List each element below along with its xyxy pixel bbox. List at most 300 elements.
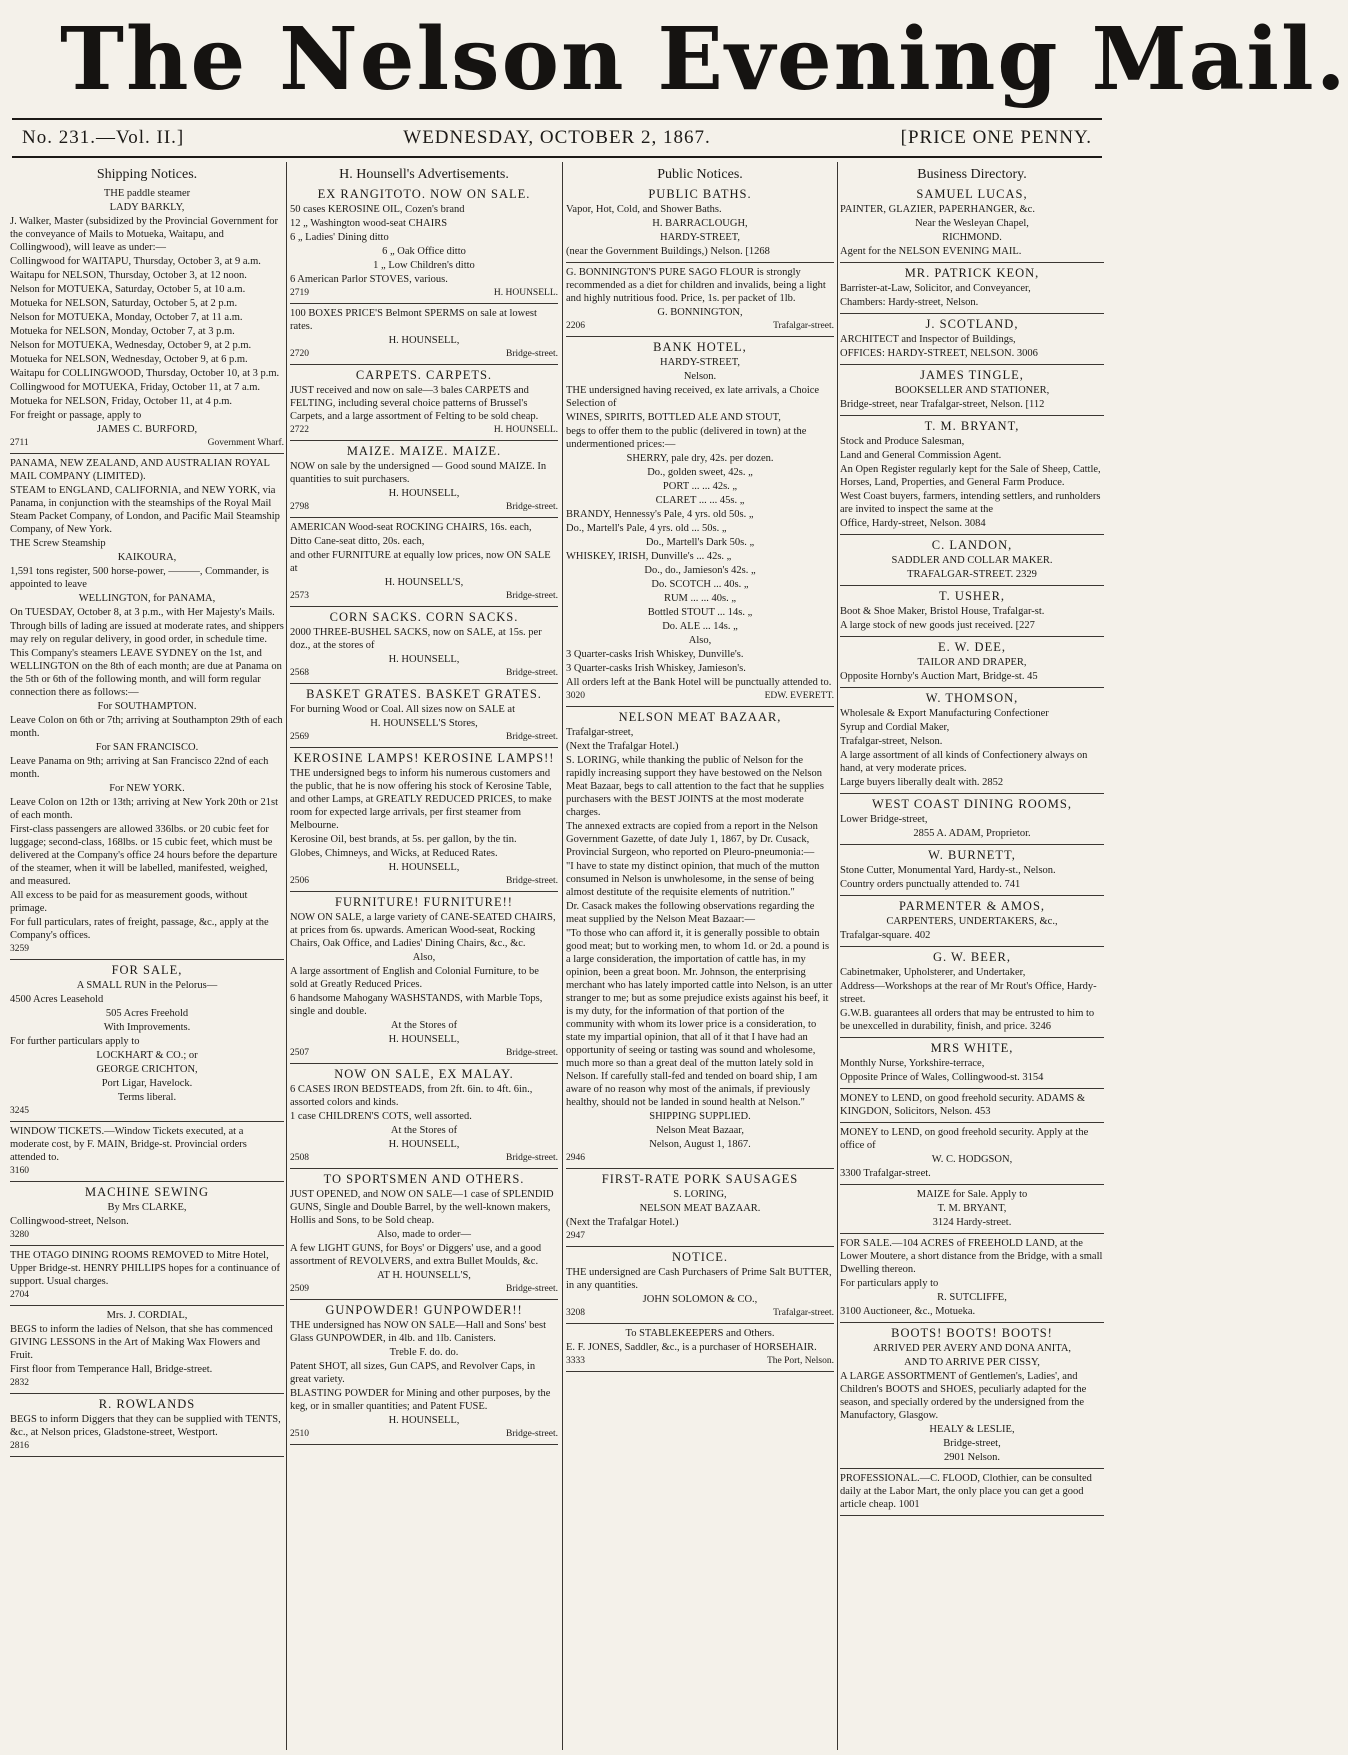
ad-number: 2569 [290, 732, 309, 742]
ad-line: THE Screw Steamship [10, 538, 106, 549]
ad-number: 3259 [10, 944, 29, 954]
ad-signature: Bridge-street. [506, 668, 558, 678]
ad-line: A SMALL RUN in the Pelorus— [76, 980, 218, 991]
masthead-title: The Nelson Evening Mail. [60, 9, 1348, 110]
ad-line: 3 Quarter-casks Irish Whiskey, Jamieson's. [566, 663, 746, 674]
ad-line: H. HOUNSELL, [388, 862, 460, 873]
ad-line: Wholesale & Export Manufacturing Confectioner [840, 708, 1049, 719]
ad-line: For full particulars, rates of freight, passage, &c., apply at the Company's offices. [10, 917, 269, 941]
ad-footer [10, 1289, 284, 1302]
ad-line: STEAM to ENGLAND, CALIFORNIA, and NEW YORK, via Panama, in conjunction with the steamships of the Royal Mail Steam Packet Company, of London, and Pacific Mail Steamship Company, of New York. [10, 485, 280, 535]
ad-line: Motueka for NELSON, Friday, October 11, at 4 p.m. [10, 396, 233, 407]
ad-line: H. HOUNSELL, [388, 335, 460, 346]
ad-number: 3245 [10, 1106, 29, 1116]
column-public-notices [566, 166, 834, 1748]
ad-line: Terms liberal. [117, 1092, 177, 1103]
ad-line: begs to offer them to the public (delivered in town) at the undermentioned prices:— [566, 426, 807, 450]
ad-line: NOW ON SALE, EX MALAY. [334, 1067, 514, 1081]
advertisement [840, 1188, 1104, 1234]
ad-line: All orders left at the Bank Hotel will be punctually attended to. [566, 677, 832, 688]
ad-line: PUBLIC BATHS. [648, 187, 752, 201]
ad-line: Office, Hardy-street, Nelson. 3084 [840, 518, 986, 529]
ad-line: H. HOUNSELL, [388, 1034, 460, 1045]
ad-signature: Trafalgar-street. [773, 321, 834, 331]
ad-line: At the Stores of [390, 1020, 458, 1031]
advertisement [10, 1397, 284, 1457]
ad-line: Opposite Hornby's Auction Mart, Bridge-st. 45 [840, 671, 1038, 682]
ad-line: Motueka for NELSON, Monday, October 7, at 3 p.m. [10, 326, 235, 337]
ad-line: Address—Workshops at the rear of Mr Rout's Office, Hardy-street. [840, 981, 1097, 1005]
ad-line: Nelson. [683, 371, 717, 382]
column-heading: Business Directory. [917, 167, 1027, 182]
ad-line: Mrs. J. CORDIAL, [106, 1310, 188, 1321]
top-rule [12, 118, 1102, 120]
ad-line: Barrister-at-Law, Solicitor, and Conveyancer, [840, 283, 1031, 294]
ad-line: EX RANGITOTO. NOW ON SALE. [317, 187, 531, 201]
ad-line: W. BURNETT, [928, 848, 1016, 862]
ad-line: CARPENTERS, UNDERTAKERS, &c., [886, 916, 1058, 927]
ad-footer [290, 1047, 558, 1060]
ad-line: H. HOUNSELL'S Stores, [370, 718, 478, 729]
ad-line: RICHMOND. [942, 232, 1002, 243]
ad-footer [290, 287, 558, 300]
ad-footer [10, 943, 284, 956]
advertisement [290, 895, 558, 1064]
ad-number: 2568 [290, 668, 309, 678]
ad-line: A few LIGHT GUNS, for Boys' or Diggers' use, and a good assortment of REVOLVERS, and extra Bullet Moulds, &c. [290, 1243, 542, 1267]
advertisement [840, 1126, 1104, 1185]
ad-line: R. SUTCLIFFE, [937, 1292, 1007, 1303]
ad-line: For freight or passage, apply to [10, 410, 142, 421]
ad-line: H. BARRACLOUGH, [652, 218, 748, 229]
ad-line: WEST COAST DINING ROOMS, [872, 797, 1072, 811]
ad-number: 2508 [290, 1153, 309, 1163]
ad-line: Vapor, Hot, Cold, and Shower Baths. [566, 204, 722, 215]
advertisement [840, 797, 1104, 845]
ad-line: Leave Colon on 6th or 7th; arriving at Southampton 29th of each month. [10, 715, 283, 739]
ad-line: Nelson, August 1, 1867. [649, 1139, 751, 1150]
ad-line: JAMES TINGLE, [920, 368, 1024, 382]
ad-line: HARDY-STREET, [659, 357, 740, 368]
column-business-directory [840, 166, 1104, 1748]
ad-line: MR. PATRICK KEON, [904, 266, 1040, 280]
ad-line: Stone Cutter, Monumental Yard, Hardy-st., Nelson. [840, 865, 1056, 876]
ad-line: H. HOUNSELL, [388, 1139, 460, 1150]
advertisement [566, 340, 834, 707]
ad-line: SHIPPING SUPPLIED. [649, 1111, 751, 1122]
ad-number: 2722 [290, 425, 309, 435]
ad-signature: Trafalgar-street. [773, 1308, 834, 1318]
ad-line: Nelson Meat Bazaar, [656, 1125, 744, 1136]
ad-line: (near the Government Buildings,) Nelson. [1268 [566, 246, 770, 257]
ad-line: For burning Wood or Coal. All sizes now on SALE at [290, 704, 515, 715]
ad-footer [290, 348, 558, 361]
ad-signature: Bridge-street. [506, 591, 558, 601]
advertisement [840, 899, 1104, 947]
ad-line: C. LANDON, [931, 538, 1013, 552]
ad-footer [10, 1229, 284, 1242]
ad-line: 3300 Trafalgar-street. [840, 1168, 931, 1179]
ad-line: A LARGE ASSORTMENT of Gentlemen's, Ladies', and Children's BOOTS and SHOES, peculiarly adapted for the season, and specially ordered by the undersigned from the Manufactory, Glasgow. [840, 1371, 1087, 1421]
advertisement [290, 187, 558, 304]
ad-footer [566, 1307, 834, 1320]
ad-line: Agent for the NELSON EVENING MAIL. [840, 246, 1022, 257]
advertisement [290, 444, 558, 518]
ad-signature: Bridge-street. [506, 349, 558, 359]
ad-footer [290, 875, 558, 888]
ad-signature: Bridge-street. [506, 876, 558, 886]
ad-line: THE paddle steamer [103, 188, 191, 199]
ad-line: KEROSINE LAMPS! KEROSINE LAMPS!! [293, 751, 555, 765]
ad-line: Do. ALE ... 14s. „ [662, 621, 738, 632]
ad-number: 2719 [290, 288, 309, 298]
ad-line: Chambers: Hardy-street, Nelson. [840, 297, 979, 308]
ad-number: 2798 [290, 502, 309, 512]
ad-footer [566, 1152, 834, 1165]
ad-line: WHISKEY, IRISH, Dunville's ... 42s. „ [566, 551, 732, 562]
ad-line: NOW ON SALE, a large variety of CANE-SEATED CHAIRS, at prices from 6s. upwards. American Wood-seat, Rocking Chairs, Oak Office, and Ladies' Dining Chairs, &c., &c. [290, 912, 556, 949]
ad-line: W. C. HODGSON, [931, 1154, 1013, 1165]
ad-line: G. W. BEER, [932, 950, 1012, 964]
ad-line: 6 CASES IRON BEDSTEADS, from 2ft. 6in. to 4ft. 6in., assorted colors and kinds. [290, 1084, 533, 1108]
ad-line: Trafalgar-street, Nelson. [840, 736, 943, 747]
ad-line: Near the Wesleyan Chapel, [915, 218, 1029, 229]
ad-line: Stock and Produce Salesman, [840, 436, 965, 447]
ad-number: 2816 [10, 1441, 29, 1451]
ad-line: 505 Acres Freehold [105, 1008, 189, 1019]
advertisement [10, 963, 284, 1122]
advertisement [840, 589, 1104, 637]
ad-line: E. W. DEE, [938, 640, 1006, 654]
advertisement [566, 1172, 834, 1247]
ad-line: Port Ligar, Havelock. [101, 1078, 193, 1089]
ad-number: 2720 [290, 349, 309, 359]
ad-line: THE undersigned having received, ex late arrivals, a Choice Selection of [566, 385, 820, 409]
column-shipping-notices [10, 166, 284, 1748]
ad-line: West Coast buyers, farmers, intending settlers, and runholders are invited to inspect the same at the [840, 491, 1101, 515]
advertisement [840, 187, 1104, 263]
issue-number: No. 231.—Vol. II.] [22, 127, 185, 148]
ad-line: Nelson for MOTUEKA, Saturday, October 5, at 10 a.m. [10, 284, 246, 295]
ad-line: For further particulars apply to [10, 1036, 140, 1047]
advertisement [840, 848, 1104, 896]
ad-line: Bridge-street, near Trafalgar-street, Nelson. [112 [840, 399, 1045, 410]
ad-line: For SOUTHAMPTON. [97, 701, 197, 712]
ad-footer [290, 590, 558, 603]
column-divider [562, 162, 563, 1750]
ad-line: S. LORING, [673, 1189, 727, 1200]
ad-line: THE undersigned has NOW ON SALE—Hall and Sons' best Glass GUNPOWDER, in 4lb. and 1lb. Canisters. [290, 1320, 546, 1344]
ad-line: WINDOW TICKETS.—Window Tickets executed, at a moderate cost, by F. MAIN, Bridge-st. Provincial orders attended to. [10, 1126, 247, 1163]
advertisement [290, 751, 558, 892]
ad-line: Ditto Cane-seat ditto, 20s. each, [290, 536, 425, 547]
ad-line: 6 „ Ladies' Dining ditto [290, 232, 389, 243]
ad-line: Treble F. do. do. [389, 1347, 459, 1358]
ad-line: 3100 Auctioneer, &c., Motueka. [840, 1306, 976, 1317]
ad-line: Do., Martell's Dark 50s. „ [645, 537, 755, 548]
advertisement [290, 1172, 558, 1300]
ad-line: BRANDY, Hennessy's Pale, 4 yrs. old 50s. „ [566, 509, 754, 520]
ad-line: NOTICE. [672, 1250, 728, 1264]
advertisement [290, 307, 558, 365]
ad-line: Leave Panama on 9th; arriving at San Francisco 22nd of each month. [10, 756, 269, 780]
advertisement [566, 710, 834, 1169]
ad-number: 2573 [290, 591, 309, 601]
ad-line: Bridge-street, [943, 1438, 1001, 1449]
ad-line: AMERICAN Wood-seat ROCKING CHAIRS, 16s. each, [290, 522, 532, 533]
advertisement [840, 266, 1104, 314]
ad-signature: Government Wharf. [207, 438, 284, 448]
column-heading: H. Hounsell's Advertisements. [339, 167, 509, 182]
ad-line: Do., Martell's Pale, 4 yrs. old ... 50s. „ [566, 523, 727, 534]
ad-line: H. HOUNSELL, [388, 488, 460, 499]
ad-line: With Improvements. [103, 1022, 191, 1033]
ad-line: FOR SALE.—104 ACRES of FREEHOLD LAND, at the Lower Moutere, a short distance from the Bridge, with a small Dwelling thereon. [840, 1238, 1103, 1275]
ad-line: SAMUEL LUCAS, [916, 187, 1028, 201]
advertisement [840, 691, 1104, 794]
ad-line: "I have to state my distinct opinion, that much of the mutton consumed in Nelson is unwholesome, in the sense of being almost destitute of the requisite elements of nutrition." [566, 861, 820, 898]
ad-line: Opposite Prince of Wales, Collingwood-st. 3154 [840, 1072, 1044, 1083]
ad-line: For particulars apply to [840, 1278, 939, 1289]
ad-line: AT H. HOUNSELL'S, [377, 1270, 471, 1281]
ad-line: T. M. BRYANT, [924, 419, 1020, 433]
ad-line: Leave Colon on 12th or 13th; arriving at New York 20th or 21st of each month. [10, 797, 279, 821]
ad-line: MRS WHITE, [930, 1041, 1014, 1055]
ad-line: GEORGE CRICHTON, [96, 1064, 198, 1075]
ad-signature: Bridge-street. [506, 502, 558, 512]
advertisement [10, 457, 284, 960]
advertisement [840, 368, 1104, 416]
advertisement [840, 950, 1104, 1038]
ad-line: Through bills of lading are issued at moderate rates, and shippers may rely on regular delivery, in good order, in schedule time. [10, 621, 284, 645]
column-heading: Shipping Notices. [96, 167, 198, 182]
ad-number: 2711 [10, 438, 29, 448]
advertisement [840, 538, 1104, 586]
ad-line: HARDY-STREET, [659, 232, 740, 243]
ad-signature: Bridge-street. [506, 1048, 558, 1058]
ad-number: 2947 [566, 1231, 585, 1241]
ad-line: Motueka for NELSON, Saturday, October 5, at 2 p.m. [10, 298, 238, 309]
dateline [22, 126, 1092, 150]
ad-line: An Open Register regularly kept for the Sale of Sheep, Cattle, Horses, Land, Properties, and General Farm Produce. [840, 464, 1101, 488]
column-divider [837, 162, 838, 1750]
column-hounsell-ads [290, 166, 558, 1748]
ad-line: MAIZE. MAIZE. MAIZE. [346, 444, 502, 458]
issue-price: [PRICE ONE PENNY. [900, 127, 1092, 148]
ad-line: and other FURNITURE at equally low prices, now ON SALE at [290, 550, 551, 574]
ad-line: SHERRY, pale dry, 42s. per dozen. [626, 453, 774, 464]
advertisement [10, 1185, 284, 1246]
ad-line: T. M. BRYANT, [937, 1203, 1007, 1214]
advertisement [840, 419, 1104, 535]
ad-line: The annexed extracts are copied from a report in the Nelson Government Gazette, of date July 1, 1867, by Dr. Cusack, Provincial Surgeon, who reported on Pleuro-pneumonia:— [566, 821, 818, 858]
ad-line: JUST received and now on sale—3 bales CARPETS and FELTING, including several choice patterns of Brussel's Carpets, and a large assortment of Felting to be sold cheap. [290, 385, 539, 422]
ad-footer [290, 667, 558, 680]
ad-line: Lower Bridge-street, [840, 814, 928, 825]
ad-line: Collingwood for WAITAPU, Thursday, October 3, at 9 a.m. [10, 256, 261, 267]
ad-line: 1 „ Low Children's ditto [373, 260, 475, 271]
ad-line: CARPETS. CARPETS. [355, 368, 493, 382]
ad-number: 2507 [290, 1048, 309, 1058]
ad-line: On TUESDAY, October 8, at 3 p.m., with Her Majesty's Mails. [10, 607, 275, 618]
ad-line: Syrup and Cordial Maker, [840, 722, 950, 733]
ad-line: NELSON MEAT BAZAAR. [639, 1203, 761, 1214]
ad-line: Waitapu for COLLINGWOOD, Thursday, October 10, at 3 p.m. [10, 368, 280, 379]
ad-footer [10, 1440, 284, 1453]
advertisement [10, 1249, 284, 1306]
ad-line: NOW on sale by the undersigned — Good sound MAIZE. In quantities to suit purchasers. [290, 461, 547, 485]
ad-signature: The Port, Nelson. [766, 1356, 834, 1366]
ad-line: LADY BARKLY, [109, 202, 185, 213]
ad-line: BLASTING POWDER for Mining and other purposes, by the keg, or in smaller quantities; and Patent FUSE. [290, 1388, 551, 1412]
ad-line: 6 American Parlor STOVES, various. [290, 274, 448, 285]
advertisement [290, 687, 558, 748]
advertisement [566, 266, 834, 337]
ad-line: Also, made to order— [377, 1229, 471, 1240]
ad-line: FIRST-RATE PORK SAUSAGES [601, 1172, 799, 1186]
advertisement [290, 1303, 558, 1445]
ad-line: Do., golden sweet, 42s. „ [647, 467, 753, 478]
ad-line: (Next the Trafalgar Hotel.) [566, 741, 679, 752]
ad-line: ARRIVED PER AVERY AND DONA ANITA, [872, 1343, 1072, 1354]
ad-line: First-class passengers are allowed 336lbs. or 20 cubic feet for luggage; second-class, 168lbs. or 15 cubic feet, which must be delivered at the Company's office 24 hours before the departure of the steamer, when it will be labelled, manifested, weighed, and measured. [10, 824, 278, 887]
ad-footer [10, 1105, 284, 1118]
ad-line: BOOKSELLER AND STATIONER, [894, 385, 1050, 396]
ad-line: PORT ... ... 42s. „ [662, 481, 738, 492]
advertisement [10, 1125, 284, 1182]
ad-number: 2509 [290, 1284, 309, 1294]
ad-line: FURNITURE! FURNITURE!! [335, 895, 513, 909]
ad-line: CORN SACKS. CORN SACKS. [329, 610, 519, 624]
ad-line: H. HOUNSELL'S, [384, 577, 464, 588]
ad-signature: Bridge-street. [506, 732, 558, 742]
ad-line: 12 „ Washington wood-seat CHAIRS [290, 218, 448, 229]
ad-line: KAIKOURA, [117, 552, 177, 563]
ad-line: OFFICES: HARDY-STREET, NELSON. 3006 [840, 348, 1038, 359]
advertisement [290, 368, 558, 441]
ad-line: PARMENTER & AMOS, [898, 899, 1046, 913]
ad-line: To STABLEKEEPERS and Others. [625, 1328, 775, 1339]
ad-line: 2000 THREE-BUSHEL SACKS, now on SALE, at 15s. per doz., at the stores of [290, 627, 542, 651]
advertisement [290, 1067, 558, 1169]
ad-line: RUM ... ... 40s. „ [663, 593, 737, 604]
ad-signature: EDW. EVERETT. [764, 691, 834, 701]
ad-line: Country orders punctually attended to. 741 [840, 879, 1021, 890]
ad-line: Bottled STOUT ... 14s. „ [647, 607, 753, 618]
ad-line: MAIZE for Sale. Apply to [916, 1189, 1028, 1200]
ad-number: 2704 [10, 1290, 29, 1300]
ad-line: BANK HOTEL, [653, 340, 747, 354]
ad-number: 3160 [10, 1166, 29, 1176]
ad-line: Large buyers liberally dealt with. 2852 [840, 777, 1004, 788]
ad-line: PROFESSIONAL.—C. FLOOD, Clothier, can be consulted daily at the Labor Mart, the only place you can get a good article cheap. 1001 [840, 1473, 1092, 1510]
ad-line: Trafalgar-square. 402 [840, 930, 931, 941]
ad-number: 2206 [566, 321, 585, 331]
ad-footer [10, 437, 284, 450]
ad-line: Collingwood for MOTUEKA, Friday, October 11, at 7 a.m. [10, 382, 261, 393]
column-divider [286, 162, 287, 1750]
ad-line: JUST OPENED, and NOW ON SALE—1 case of SPLENDID GUNS, Single and Double Barrel, by the well-known makers, Hollis and Sons, to be Sold cheap. [290, 1189, 554, 1226]
ad-line: R. ROWLANDS [98, 1397, 196, 1411]
ad-footer [290, 1283, 558, 1296]
ad-number: 3280 [10, 1230, 29, 1240]
advertisement [840, 317, 1104, 365]
ad-line: Dr. Casack makes the following observations regarding the meat supplied by the Nelson Meat Bazaar:— [566, 901, 815, 925]
ad-line: Patent SHOT, all sizes, Gun CAPS, and Revolver Caps, in great variety. [290, 1361, 536, 1385]
ad-line: 6 handsome Mahogany WASHSTANDS, with Marble Tops, single and double. [290, 993, 543, 1017]
ad-signature: H. HOUNSELL. [493, 288, 558, 298]
ad-footer [566, 690, 834, 703]
ad-line: MONEY to LEND, on good freehold security. ADAMS & KINGDON, Solicitors, Nelson. 453 [840, 1093, 1086, 1117]
ad-line: Motueka for NELSON, Wednesday, October 9, at 6 p.m. [10, 354, 248, 365]
ad-line: E. F. JONES, Saddler, &c., is a purchaser of HORSEHAIR. [566, 1342, 817, 1353]
ad-number: 3020 [566, 691, 585, 701]
ad-line: WINES, SPIRITS, BOTTLED ALE AND STOUT, [566, 412, 781, 423]
ad-number: 2832 [10, 1378, 29, 1388]
advertisement [840, 1041, 1104, 1089]
ad-line: 50 cases KEROSINE OIL, Cozen's brand [290, 204, 465, 215]
ad-line: 1 case CHILDREN'S COTS, well assorted. [290, 1111, 472, 1122]
ad-line: 3124 Hardy-street. [932, 1217, 1012, 1228]
ad-line: 2901 Nelson. [944, 1452, 1000, 1463]
advertisement [840, 1237, 1104, 1323]
ad-footer [566, 1230, 834, 1243]
ad-line: NELSON MEAT BAZAAR, [618, 710, 782, 724]
ad-line: FOR SALE, [111, 963, 183, 977]
ad-line: CLARET ... ... 45s. „ [655, 495, 745, 506]
ad-line: THE undersigned begs to inform his numerous customers and the public, that he is now offering his stock of Kerosine Table, and other Lamps, at GREATLY REDUCED PRICES, to make room for expected large arrivals, per first steamer from Melbourne. [290, 768, 552, 831]
ad-number: 2506 [290, 876, 309, 886]
ad-line: TO SPORTSMEN AND OTHERS. [323, 1172, 525, 1186]
ad-footer [290, 1428, 558, 1441]
ad-line: PAINTER, GLAZIER, PAPERHANGER, &c. [840, 204, 1035, 215]
ad-number: 3208 [566, 1308, 585, 1318]
ad-line: J. Walker, Master (subsidized by the Provincial Government for the conveyance of Mails to Motueka, Waitapu, and Collingwood), will leave as under:— [10, 216, 278, 253]
ad-line: LOCKHART & CO.; or [96, 1050, 198, 1061]
ad-line: BEGS to inform Diggers that they can be supplied with TENTS, &c., at Nelson prices, Gladstone-street, Westport. [10, 1414, 281, 1438]
ad-line: "To those who can afford it, it is generally possible to obtain good meat; but to working men, to whom 1d. or 2d. a pound is a large consideration, the importation of cattle has, in my opinion, been a great boon. Mr. Johnson, the enterprising merchant who has lately imported cattle into Nelson, is an utter stranger to me; but as some prejudice exists against his beef, it is my duty, for the information of that portion of the community with whom its lower price is a consideration, to state my impartial opinion, that all of it that I have had an opportunity of seeing or tasting was sound and wholesome, much more so than a great deal of the mutton lately sold in Nelson. If carefully stall-fed and tended on board ship, I am aware of no reason why most of the animals, if previously healthy, should not be landed in sound health at Nelson." [566, 928, 833, 1108]
ad-line: Globes, Chimneys, and Wicks, at Reduced Rates. [290, 848, 498, 859]
ad-line: Monthly Nurse, Yorkshire-terrace, [840, 1058, 985, 1069]
ad-line: H. HOUNSELL, [388, 654, 460, 665]
ad-line: 1,591 tons register, 500 horse-power, ———, Commander, is appointed to leave [10, 566, 269, 590]
advertisement [566, 1250, 834, 1324]
issue-date: WEDNESDAY, OCTOBER 2, 1867. [403, 127, 711, 148]
ad-line: Do. SCOTCH ... 40s. „ [651, 579, 749, 590]
ad-line: Nelson for MOTUEKA, Wednesday, October 9, at 2 p.m. [10, 340, 252, 351]
ad-line: MONEY to LEND, on good freehold security. Apply at the office of [840, 1127, 1089, 1151]
ad-line: Boot & Shoe Maker, Bristol House, Trafalgar-st. [840, 606, 1045, 617]
ad-line: Also, [688, 635, 712, 646]
ad-number: 2946 [566, 1153, 585, 1163]
ad-signature: H. HOUNSELL. [493, 425, 558, 435]
ad-footer [10, 1377, 284, 1390]
ad-line: A large assortment of all kinds of Confectionery always on hand, at very moderate prices. [840, 750, 1088, 774]
ad-line: Trafalgar-street, [566, 727, 634, 738]
advertisement [566, 1327, 834, 1372]
advertisement [840, 640, 1104, 688]
ad-line: H. HOUNSELL, [388, 1415, 460, 1426]
ad-line: PANAMA, NEW ZEALAND, AND AUSTRALIAN ROYAL MAIL COMPANY (LIMITED). [10, 458, 270, 482]
ad-line: A large stock of new goods just received. [227 [840, 620, 1035, 631]
advertisement [290, 610, 558, 684]
ad-line: JOHN SOLOMON & CO., [642, 1294, 758, 1305]
ad-line: J. SCOTLAND, [925, 317, 1019, 331]
ad-line: G. BONNINGTON, [657, 307, 743, 318]
advertisement [10, 187, 284, 454]
ad-line: BASKET GRATES. BASKET GRATES. [306, 687, 542, 701]
ad-line: 4500 Acres Leasehold [10, 994, 104, 1005]
